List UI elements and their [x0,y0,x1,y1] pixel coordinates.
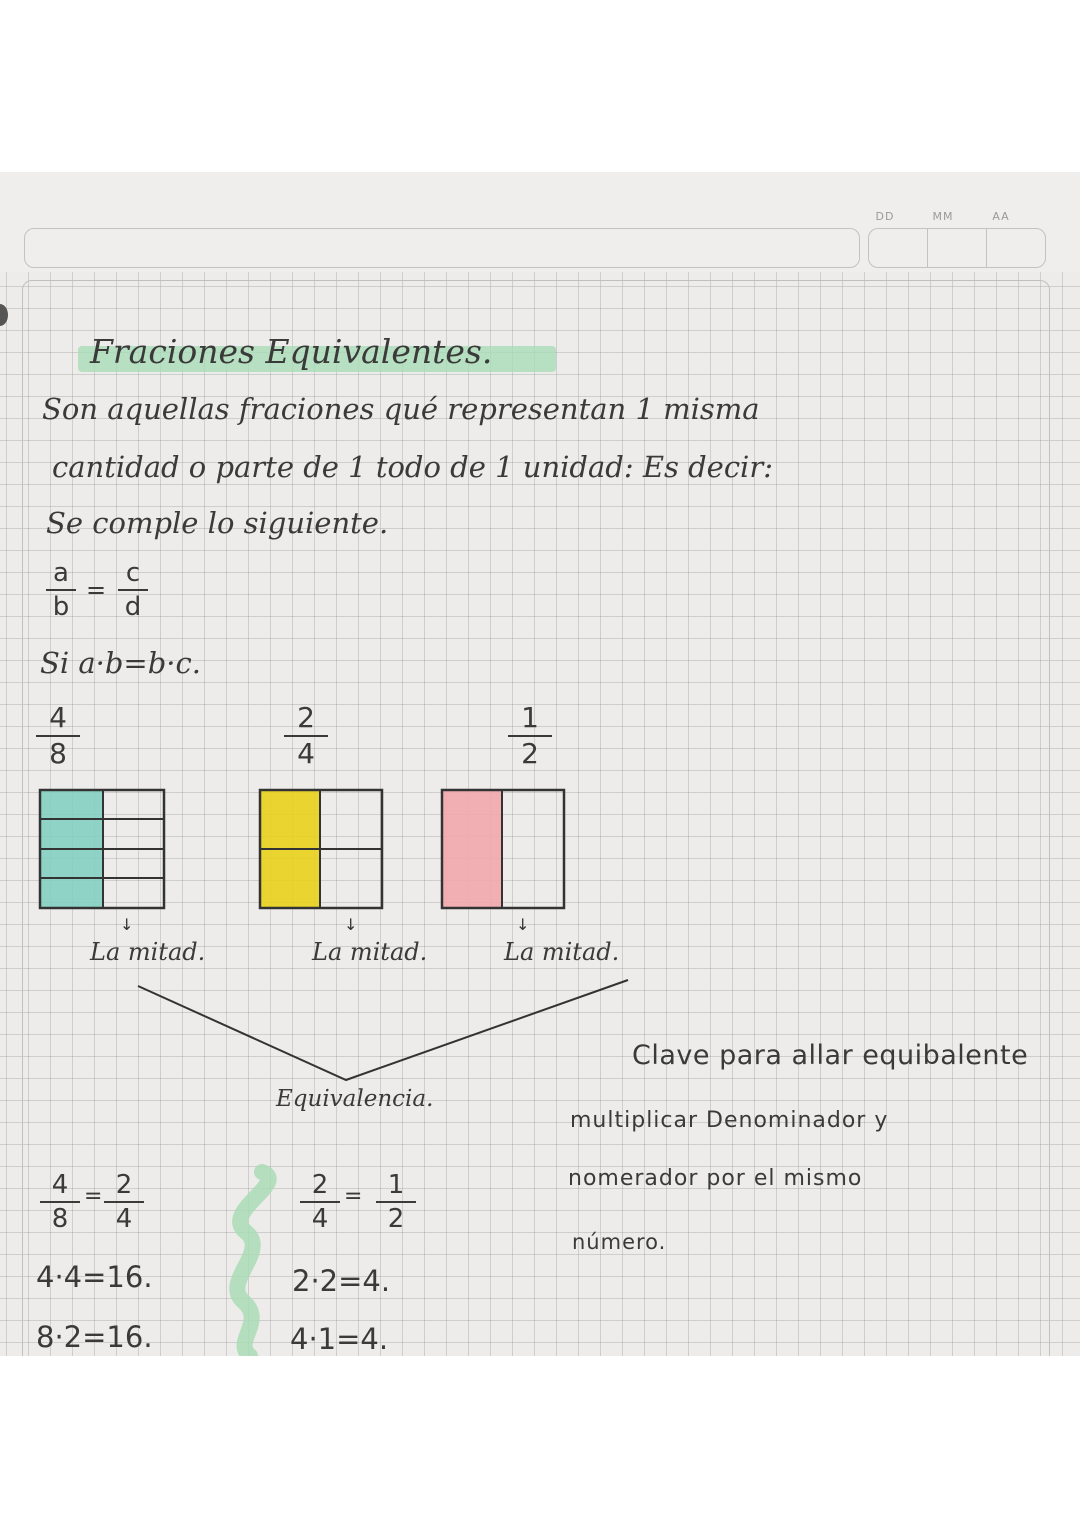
check-1-equals: = [84,1184,103,1209]
key-note-line-3: nomerador por el mismo [568,1166,863,1191]
equivalence-lines [138,980,628,1080]
check-1-line-1: 4·4=16. [36,1260,153,1294]
key-note-line-2: multiplicar Denominador y [570,1108,889,1133]
arrow-down-icon: ↓ [120,915,134,934]
highlight-1-2 [442,790,502,908]
date-label-year: AA [992,210,1010,223]
example-fraction-2-4: 2 4 [284,704,328,768]
rule-denominator-d: d [124,592,142,622]
key-note-line-4: número. [572,1230,667,1254]
date-label-month: MM [932,210,954,223]
check-2-right-fraction: 1 2 [376,1172,416,1232]
check-1-left-fraction: 4 8 [40,1172,80,1232]
equivalence-label: Equivalencia. [276,1086,434,1112]
rule-numerator-c: c [125,558,141,588]
notebook-page [0,172,1080,1356]
example-fraction-1-2: 1 2 [508,704,552,768]
check-2-equals: = [344,1184,363,1209]
rule-equals-sign: = [86,576,107,604]
check-2-left-fraction: 2 4 [300,1172,340,1232]
key-note-line-1: Clave para allar equibalente [632,1040,1029,1071]
date-label-day: DD [875,210,895,223]
check-2-line-1: 2·2=4. [292,1264,391,1298]
arrow-down-icon: ↓ [516,915,530,934]
check-1-right-fraction: 2 4 [104,1172,144,1232]
definition-line-2: cantidad o parte de 1 todo de 1 unidad: Es decir: [52,450,773,484]
definition-line-3: Se comple lo siguiente. [46,506,389,540]
caption-4-8: La mitad. [90,938,206,966]
rule-condition: Si a·b=b·c. [40,646,201,680]
rule-denominator-b: b [52,592,70,622]
rule-numerator-a: a [53,558,69,588]
check-1-line-2: 8·2=16. [36,1320,153,1354]
fraction-diagrams [0,172,1080,1356]
caption-1-2: La mitad. [504,938,620,966]
arrow-down-icon: ↓ [344,915,358,934]
wavy-highlight [237,1172,268,1356]
check-2-line-2: 4·1=4. [290,1322,389,1356]
definition-line-1: Son aquellas fraciones qué representan 1 misma [42,392,760,426]
caption-2-4: La mitad. [312,938,428,966]
example-fraction-4-8: 4 8 [36,704,80,768]
page-title: Fraciones Equivalentes. [90,332,493,371]
